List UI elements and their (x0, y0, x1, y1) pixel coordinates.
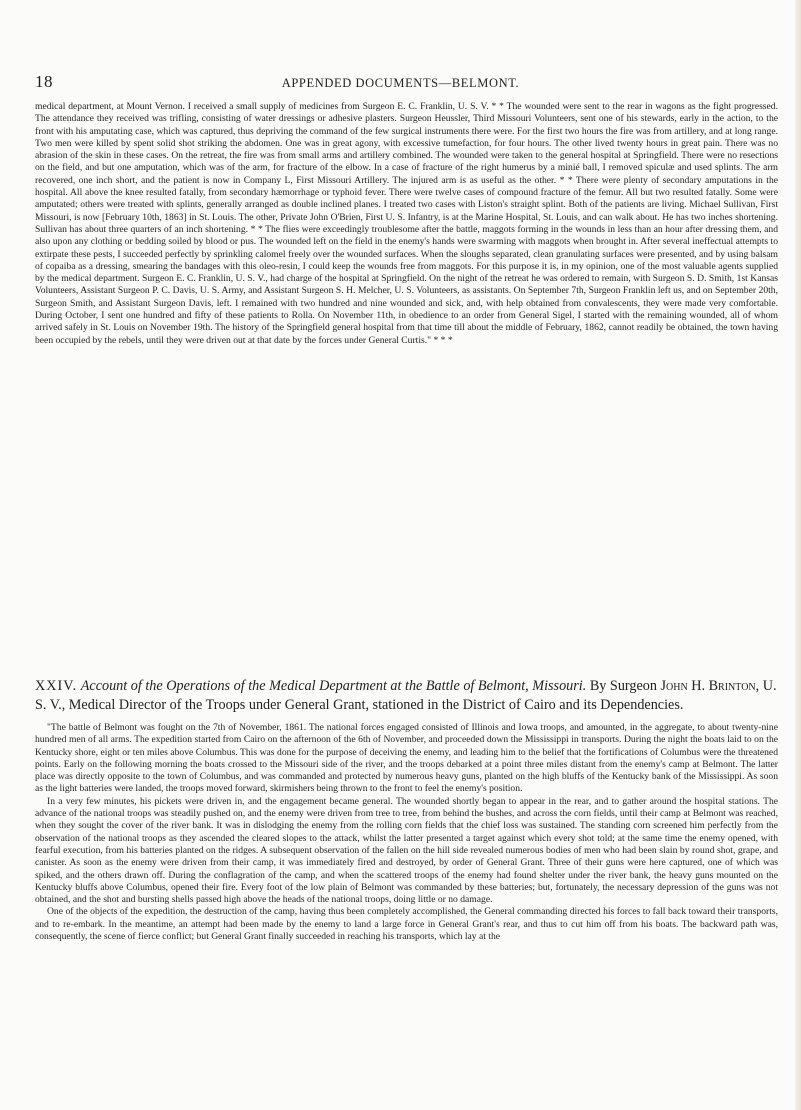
lower-paragraph-1: "The battle of Belmont was fought on the 7th of November, 1861. The national forces engaged consisted of Illinois and Iowa troops, and amounted, in the aggregate, to about twenty-nine hundred men of all arms. The expedition started from Cairo on the afternoon of the 6th of November, and proceeded down the Mississippi in transports. During the night the boats laid to on the Kentucky shore, eight or ten miles above Columbus. This was done for the purpose of deceiving the enemy, and leading him to the belief that the fortifications of Columbus were the threatened points. Early on the following morning the boats crossed to the Missouri side of the river, and the troops debarked at a point three miles distant from the enemy's camp at Belmont. The latter place was directly opposite to the town of Columbus, and was commanded and protected by numerous heavy guns, planted on the high bluffs of the Kentucky bank of the Mississippi. As soon as the light batteries were landed, the troops moved forward, skirmishers being thrown to the front to feel the enemy's position. (35, 722, 778, 795)
section-author: John H. Brinton (660, 678, 756, 694)
continued-report-text (35, 101, 778, 347)
lower-paragraph-2: In a very few minutes, his pickets were driven in, and the engagement became general. The wounded shortly began to appear in the rear, and to gather around the hospital stations. The advance of the national troops was steadily pushed on, and the enemy were driven from tree to tree, from behind the bushes, and across the corn fields, until their camp at Belmont was reached, when they sought the cover of the river bank. It was in dislodging the enemy from the rolling corn fields that the chief loss was sustained. The standing corn screened him perfectly from the observation of the national troops as they ascended the cleared slopes to the attack, whilst the latter presented a target against which every shot told; at the same time the enemy opened, with fearful execution, from his batteries planted on the ridges. A subsequent observation of the fallen on the hill side revealed numerous bodies of men who had been slain by round shot, grape, and canister. As soon as the enemy were driven from their camp, it was immediately fired and destroyed, by order of General Grant. Three of their guns were here captured, one of which was spiked, and the others drawn off. During the conflagration of the camp, and when the scattered troops of the enemy had found shelter under the river bank, the heavy guns mounted on the Kentucky bluffs above Columbus, opened their fire. Every foot of the low plain of Belmont was commanded by these batteries; but, fortunately, the necessary depression of the guns was not obtained, and the shot and bursting shells passed high above the heads of the national troops, doing little or no damage. (35, 795, 778, 906)
upper-paragraph: medical department, at Mount Vernon. I received a small supply of medicines from Surgeon E. C. Franklin, U. S. V. * * The wounded were sent to the rear in wagons as the fight progressed. The attendance they received was trifling, consisting of water dressings or adhesive plasters. Surgeon Heussler, Third Missouri Volunteers, sent one of his stewards, early in the action, to the front with his amputating case, which was captured, thus depriving the command of the few surgical instruments there were. For the first two hours the fire was from artillery, and at long range. Two men were killed by spent solid shot striking the abdomen. One was in great agony, with excessive tumefaction, for four hours. The other lived twenty hours in great pain. There was no abrasion of the skin in these cases. On the retreat, the fire was from small arms and artillery combined. The wounded were taken to the general hospital at Springfield. There were no resections on the field, and but one amputation, which was of the arm, for fracture of the elbow. In a case of fracture of the right humerus by a minié ball, I removed spiculæ and used splints. The arm recovered, one inch short, and the patient is now in Company L, First Missouri Artillery. The injured arm is as useful as the other. * * There were plenty of secondary amputations in the hospital. All above the knee resulted fatally, from secondary hæmorrhage or typhoid fever. There were twelve cases of compound fracture of the femur. All but two resulted fatally. Some were amputated; others were treated with splints, generally arranged as double inclined planes. I treated two cases with Liston's straight splint. Both of the patients are living. Michael Sullivan, First Missouri, is now [February 10th, 1863] in St. Louis. The other, Private John O'Brien, First U. S. Infantry, is at the Marine Hospital, St. Louis, and can walk about. He has two inches shortening. Sullivan has about three quarters of an inch shortening. * * The flies were exceedingly troublesome after the battle, maggots forming in the wounds in less than an hour after dressing them, and also upon any clothing or bedding soiled by blood or pus. The wounded left on the field in the enemy's hands were swarming with maggots when brought in. After several ineffectual attempts to extirpate these pests, I succeeded perfectly by sprinkling calomel freely over the wounded surfaces. When the sloughs separated, clean granulating surfaces were presented, and by using balsam of copaiba as a dressing, smearing the bandages with this oleo-resin, I could keep the wounds free from maggots. For this purpose it is, in my opinion, one of the most valuable agents supplied by the medical department. Surgeon E. C. Franklin, U. S. V., had charge of the hospital at Springfield. On the night of the retreat he was ordered to remain, with Surgeon S. D. Smith, 1st Kansas Volunteers, Assistant Surgeon P. C. Davis, U. S. Army, and Assistant Surgeon S. H. Melcher, U. S. Volunteers, as assistants. On September 7th, Surgeon Franklin left us, and on September 20th, Surgeon Smith, and Assistant Surgeon Davis, left. I remained with two hundred and nine wounded and sick, and, with help obtained from convalescents, they were made very comfortable. During October, I sent one hundred and fifty of these patients to Rolla. On November 11th, in obedience to an order from General Sigel, I started with the remaining wounded, all of whom arrived safely in St. Louis on November 19th. The history of the Springfield general hospital from that time till about the middle of February, 1862, cannot readily be obtained, the town having been occupied by the rebels, until they were driven out at that date by the forces under General Curtis." * * * (35, 101, 778, 346)
running-title: APPENDED DOCUMENTS—BELMONT. (281, 76, 520, 90)
lower-paragraph-3: One of the objects of the expedition, the destruction of the camp, having thus been completely accomplished, the General commanding directed his forces to fall back toward their transports, and to re-embark. In the meantime, an attempt had been made by the enemy to land a large force in General Grant's rear, and thus to cut him off from his boats. The backward path was, consequently, the scene of fierce conflict; but General Grant finally succeeded in reaching his transports, which lay at the (35, 906, 778, 943)
section-number: XXIV. (35, 678, 78, 694)
section-by: By Surgeon (589, 678, 657, 694)
page-number: 18 (35, 72, 53, 91)
section-title: Account of the Operations of the Medical Department at the Battle of Belmont, Missouri. (80, 678, 587, 694)
page-edge-shadow (795, 0, 801, 1110)
section-heading (35, 677, 778, 715)
section-author-role: , U. S. V., Medical Director of the Troops under General Grant, stationed in the District of Cairo and its Dependencies. (35, 678, 777, 713)
belmont-account-text (35, 722, 778, 943)
